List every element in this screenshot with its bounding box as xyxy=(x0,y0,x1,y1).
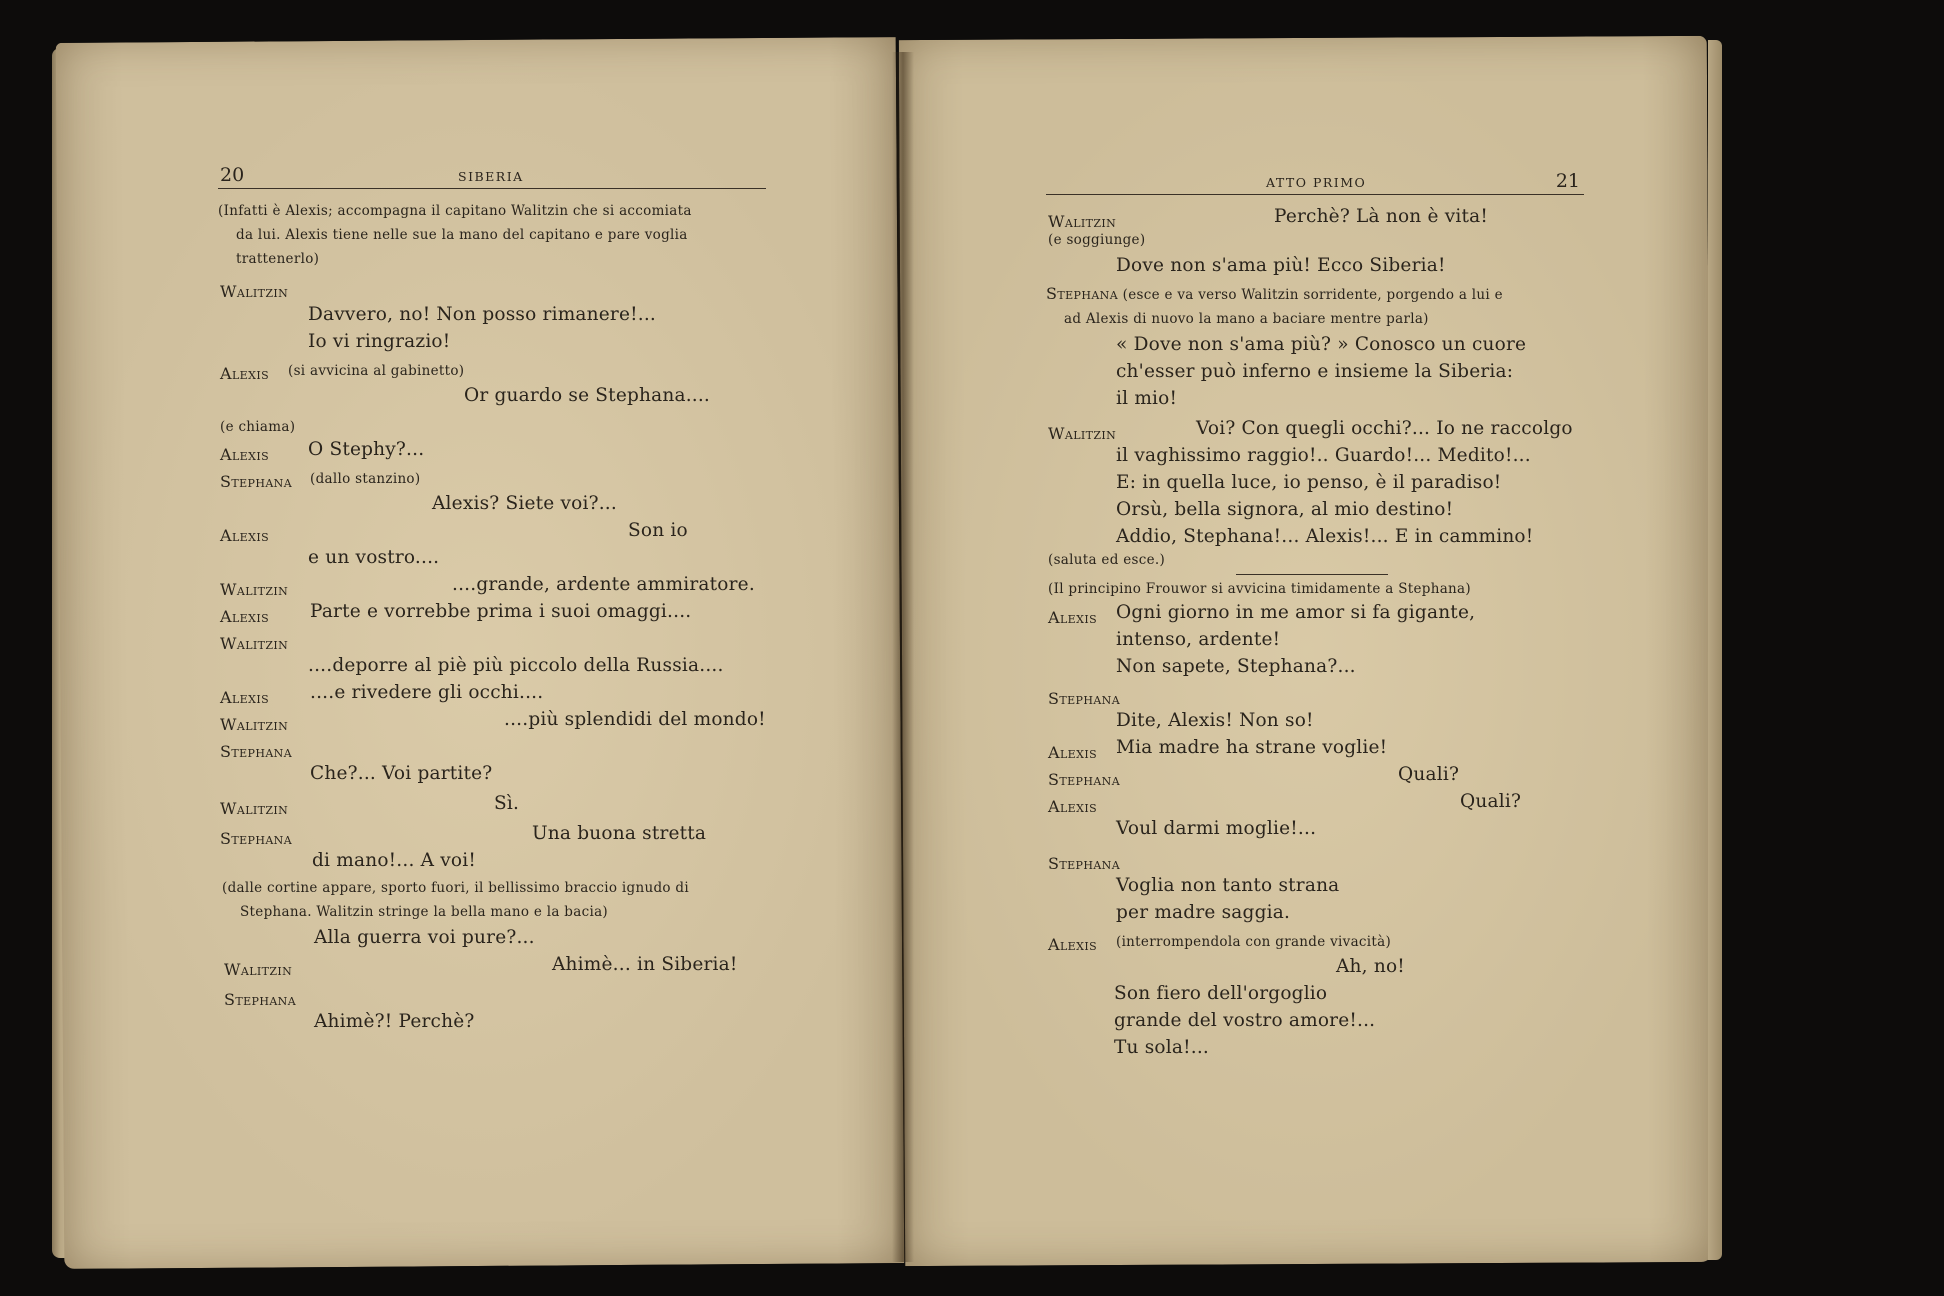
script-line: Alexis (si avvicina al gabinetto) xyxy=(220,363,465,383)
script-line: Stephana Una buona stretta xyxy=(220,823,707,848)
script-line: Alla guerra voi pure?... xyxy=(314,927,535,948)
script-line: Che?... Voi partite? xyxy=(310,763,493,784)
scene-divider xyxy=(1236,574,1388,575)
speaker-name: Stephana xyxy=(1048,770,1121,789)
speaker-name: Alexis xyxy=(1048,743,1098,762)
script-line: « Dove non s'ama più? » Conosco un cuore xyxy=(1116,334,1527,355)
script-line: Alexis Mia madre ha strane voglie! xyxy=(1048,737,1388,762)
script-line: Tu sola!... xyxy=(1114,1037,1209,1058)
speaker-name: Stephana xyxy=(1048,854,1121,873)
speaker-name: Alexis xyxy=(220,526,270,545)
script-line: e un vostro.... xyxy=(308,547,440,568)
speaker-name: Alexis xyxy=(1048,935,1098,954)
speaker-name: Alexis xyxy=(1048,797,1098,816)
script-line: (e chiama) xyxy=(220,419,296,435)
right-page-edge xyxy=(1708,40,1722,1260)
script-line: Alexis Son io xyxy=(220,520,688,545)
script-line: Alexis Quali? xyxy=(1048,791,1522,816)
book-gutter xyxy=(892,52,914,1262)
script-line: il vaghissimo raggio!.. Guardo!... Medito!... xyxy=(1116,445,1531,466)
script-line: Son fiero dell'orgoglio xyxy=(1114,983,1328,1004)
left-page-title: SIBERIA xyxy=(458,169,524,184)
speaker-name: Stephana xyxy=(220,472,293,491)
speaker-name: Stephana xyxy=(1046,284,1119,303)
script-line: grande del vostro amore!... xyxy=(1114,1010,1376,1031)
script-line xyxy=(218,275,766,303)
script-line: Walitzin ....grande, ardente ammiratore. xyxy=(220,574,755,599)
script-line: per madre saggia. xyxy=(1116,902,1291,923)
script-line: Walitzin Sì. xyxy=(220,793,520,818)
opening-stage-direction: (Infatti è Alexis; accompagna il capitano Walitzin che si accomiata da lui. Alexis tiene nelle sue la mano del capitano e pare voglia trattenerlo) xyxy=(218,203,692,267)
script-line: Walitzin Perchè? Là non è vita! xyxy=(1048,206,1488,231)
speaker-name: Walitzin xyxy=(220,580,289,599)
script-line: Stephana Quali? xyxy=(1048,764,1460,789)
script-line: ch'esser può inferno e insieme la Siberia: xyxy=(1116,361,1514,382)
right-page-title: ATTO PRIMO xyxy=(1266,175,1367,190)
script-line: Ah, no! xyxy=(1336,956,1405,977)
speaker-name: Stephana xyxy=(220,829,293,848)
script-line xyxy=(1046,847,1584,874)
script-line: (e soggiunge) xyxy=(1048,232,1146,248)
speaker-name: Stephana xyxy=(224,990,297,1009)
right-page-number: 21 xyxy=(1555,170,1580,192)
speaker-name: Alexis xyxy=(220,445,270,464)
script-line xyxy=(218,627,766,654)
script-line: Alexis Parte e vorrebbe prima i suoi omaggi.... xyxy=(220,601,692,626)
script-line xyxy=(218,983,766,1010)
middle-stage-direction: (dalle cortine appare, sporto fuori, il bellissimo braccio ignudo di Stephana. Walitzin stringe la bella mano e la bacia) xyxy=(222,880,689,920)
right-page-header xyxy=(1046,166,1584,195)
speaker-name: Walitzin xyxy=(220,282,289,301)
script-line: intenso, ardente! xyxy=(1116,629,1281,650)
script-line: Orsù, bella signora, al mio destino! xyxy=(1116,499,1454,520)
left-page-content xyxy=(218,160,766,1037)
script-line: Voglia non tanto strana xyxy=(1116,875,1340,896)
script-line: Non sapete, Stephana?... xyxy=(1116,656,1356,677)
script-line: Alexis? Siete voi?... xyxy=(432,493,617,514)
script-line: Dove non s'ama più! Ecco Siberia! xyxy=(1116,255,1446,276)
speaker-name: Walitzin xyxy=(220,634,289,653)
left-page-header xyxy=(218,160,766,189)
right-page-content xyxy=(1046,166,1584,1063)
script-line: Dite, Alexis! Non so! xyxy=(1116,710,1314,731)
speaker-name: Walitzin xyxy=(220,715,289,734)
script-line: Alexis Ogni giorno in me amor si fa gigante, xyxy=(1048,602,1476,627)
speaker-name: Alexis xyxy=(1048,608,1098,627)
speaker-name: Alexis xyxy=(220,364,270,383)
script-line: Voul darmi moglie!... xyxy=(1116,818,1317,839)
script-line: Io vi ringrazio! xyxy=(308,331,451,352)
script-line: Addio, Stephana!... Alexis!... E in cammino! xyxy=(1116,526,1534,547)
script-line: Davvero, no! Non posso rimanere!... xyxy=(308,304,656,325)
speaker-name: Stephana xyxy=(220,742,293,761)
script-line xyxy=(218,735,766,762)
stephana-entry: Stephana (esce e va verso Walitzin sorridente, porgendo a lui e ad Alexis di nuovo la mano a baciare mentre parla) xyxy=(1046,284,1503,327)
script-line: Or guardo se Stephana.... xyxy=(464,385,711,406)
speaker-name: Alexis xyxy=(220,607,270,626)
script-line: Walitzin Ahimè... in Siberia! xyxy=(224,954,738,979)
script-line: Alexis O Stephy?... xyxy=(220,439,425,464)
left-page-number: 20 xyxy=(220,164,245,186)
script-line: Stephana (dallo stanzino) xyxy=(220,471,421,491)
script-line: di mano!... A voi! xyxy=(312,850,477,871)
script-line: il mio! xyxy=(1116,388,1178,409)
script-line: Ahimè?! Perchè? xyxy=(314,1011,475,1032)
speaker-name: Walitzin xyxy=(1048,424,1117,443)
speaker-name: Walitzin xyxy=(220,799,289,818)
script-line: Walitzin Voi? Con quegli occhi?... Io ne raccolgo xyxy=(1048,418,1573,443)
speaker-name: Walitzin xyxy=(224,960,293,979)
script-line: E: in quella luce, io penso, è il paradiso! xyxy=(1116,472,1502,493)
script-line: Alexis ....e rivedere gli occhi.... xyxy=(220,682,544,707)
script-line: Alexis (interrompendola con grande vivacità) xyxy=(1048,934,1392,954)
script-line: Walitzin ....più splendidi del mondo! xyxy=(220,709,766,734)
speaker-name: Alexis xyxy=(220,688,270,707)
script-line: ....deporre al piè più piccolo della Russia.... xyxy=(308,655,724,676)
speaker-name: Stephana xyxy=(1048,689,1121,708)
script-line: (Il principino Frouwor si avvicina timidamente a Stephana) xyxy=(1048,581,1471,597)
script-line xyxy=(1046,682,1584,709)
speaker-name: Walitzin xyxy=(1048,212,1117,231)
script-line: (saluta ed esce.) xyxy=(1048,552,1166,568)
